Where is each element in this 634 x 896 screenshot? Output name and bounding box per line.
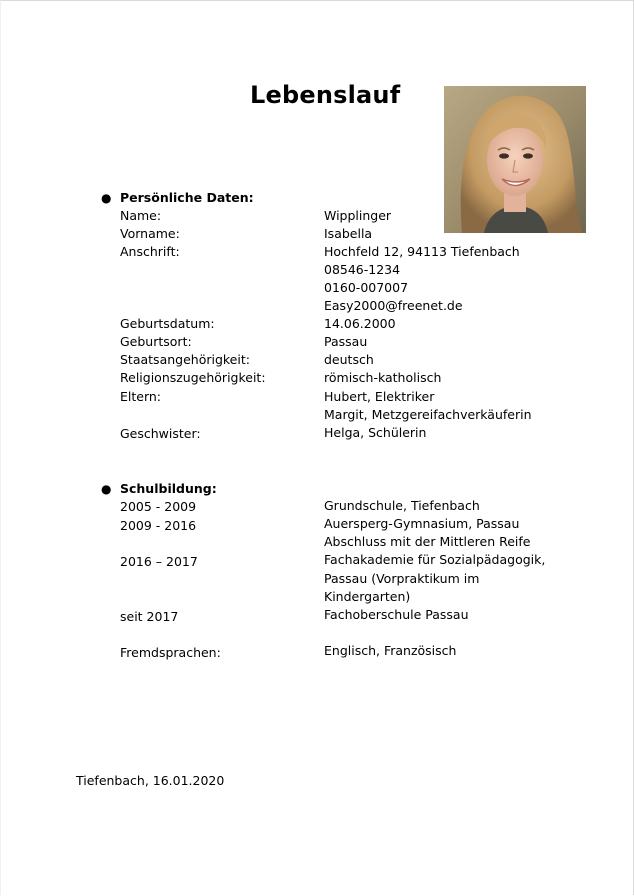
label-staatsangehoerigkeit: Staatsangehörigkeit:: [120, 352, 250, 367]
school-line: Grundschule, Tiefenbach: [324, 498, 480, 513]
value-name: Wipplinger: [324, 208, 392, 223]
value-mobile: 0160-007007: [324, 280, 409, 295]
school-line: Kindergarten): [324, 589, 411, 604]
value-geschwister: Helga, Schülerin: [324, 425, 427, 440]
value-email: Easy2000@freenet.de: [324, 298, 463, 313]
bullet-icon: ●: [101, 482, 112, 496]
label-geburtsort: Geburtsort:: [120, 334, 192, 349]
label-eltern: Eltern:: [120, 389, 162, 404]
value-religion: römisch-katholisch: [324, 370, 442, 385]
school-period-4: seit 2017: [120, 609, 179, 624]
portrait-photo: [444, 86, 586, 233]
value-mother: Margit, Metzgereifachverkäuferin: [324, 407, 532, 422]
value-staatsangehoerigkeit: deutsch: [324, 352, 374, 367]
school-period-1: 2005 - 2009: [120, 499, 197, 514]
label-religion: Religionszugehörigkeit:: [120, 370, 266, 385]
value-geburtsort: Passau: [324, 334, 368, 349]
label-anschrift: Anschrift:: [120, 244, 180, 259]
bullet-icon: ●: [101, 191, 112, 205]
school-period-3: 2016 – 2017: [120, 554, 198, 569]
value-geburtsdatum: 14.06.2000: [324, 316, 396, 331]
value-vorname: Isabella: [324, 226, 373, 241]
label-vorname: Vorname:: [120, 226, 180, 241]
school-line: Fachoberschule Passau: [324, 607, 469, 622]
page-title: Lebenslauf: [250, 81, 401, 109]
value-address: Hochfeld 12, 94113 Tiefenbach: [324, 244, 520, 259]
school-line: Auersperg-Gymnasium, Passau: [324, 516, 520, 531]
value-phone: 08546-1234: [324, 262, 401, 277]
value-father: Hubert, Elektriker: [324, 389, 435, 404]
label-geschwister: Geschwister:: [120, 426, 201, 441]
value-fremdsprachen: Englisch, Französisch: [324, 643, 457, 658]
school-line: Passau (Vorpraktikum im: [324, 571, 480, 586]
school-line: Fachakademie für Sozialpädagogik,: [324, 552, 546, 567]
place-date: Tiefenbach, 16.01.2020: [76, 773, 225, 788]
label-fremdsprachen: Fremdsprachen:: [120, 645, 221, 660]
school-line: Abschluss mit der Mittleren Reife: [324, 534, 531, 549]
section-heading-school: Schulbildung:: [120, 481, 217, 496]
school-period-2: 2009 - 2016: [120, 518, 197, 533]
label-name: Name:: [120, 208, 162, 223]
label-geburtsdatum: Geburtsdatum:: [120, 316, 215, 331]
section-heading-personal: Persönliche Daten:: [120, 190, 254, 205]
